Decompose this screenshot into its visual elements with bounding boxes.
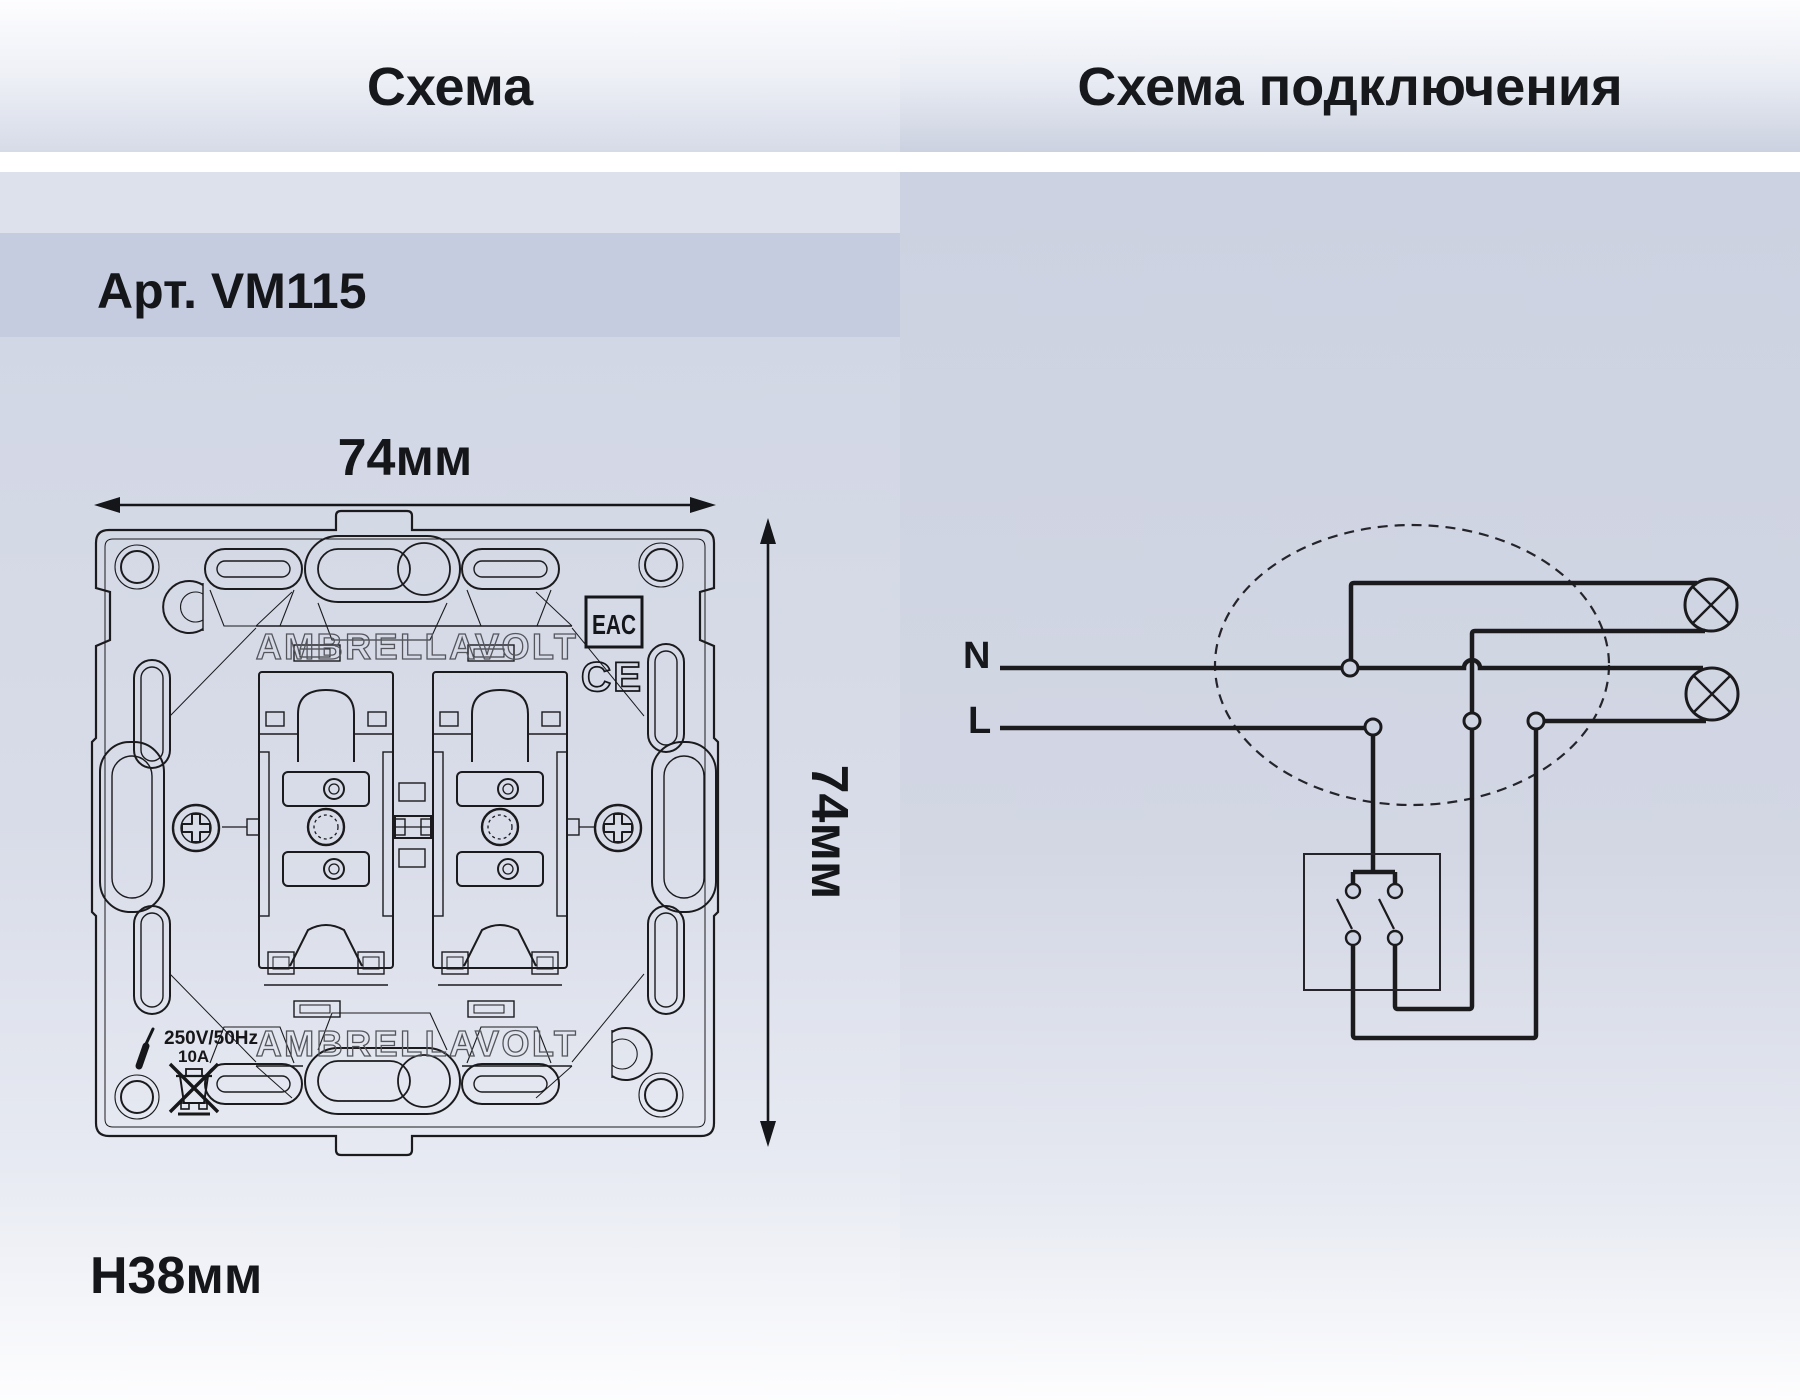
height-dimension-label-rotated: 74мм xyxy=(800,764,858,900)
article-label: Арт. VM115 xyxy=(97,263,367,319)
corner-hole-bottom-left xyxy=(115,1075,159,1119)
slot-bottom-left xyxy=(205,1064,302,1104)
section-title-connection: Схема подключения xyxy=(1077,57,1623,117)
line-wire-label: L xyxy=(968,700,992,742)
corner-hole-top-right xyxy=(639,543,683,587)
clip-icon-bottom-right xyxy=(612,1028,652,1080)
height-dimension-arrow xyxy=(760,518,776,1147)
junction-box-ellipse xyxy=(1215,525,1609,805)
wires xyxy=(1000,583,1706,1038)
slot-bottom-right xyxy=(462,1064,559,1104)
phillips-screw-icon-left xyxy=(173,805,219,851)
brand-engraving-top: AMBRELLAVOLT xyxy=(255,626,579,667)
eac-mark xyxy=(586,597,642,647)
lamp-icon-top xyxy=(1685,579,1737,631)
slot-left-lower xyxy=(134,906,170,1014)
switch-box xyxy=(1304,854,1440,990)
phillips-screw-icon-right xyxy=(595,805,641,851)
claw-right xyxy=(652,742,716,912)
svg-text:EAC: EAC xyxy=(592,609,636,640)
rating-current: 10A xyxy=(178,1047,210,1066)
slot-top-left xyxy=(205,549,302,589)
clip-icon-top-left xyxy=(163,581,203,633)
weee-bin-icon xyxy=(170,1064,218,1114)
center-hub xyxy=(395,783,431,867)
screwdriver-icon xyxy=(139,1029,153,1066)
wiring-diagram xyxy=(963,525,1738,1038)
width-dimension-label: 74мм xyxy=(337,429,473,487)
switch-module-right xyxy=(421,645,579,1017)
switch-blades xyxy=(1337,899,1394,929)
rating-voltage: 250V/50Hz xyxy=(164,1028,259,1049)
height-dimension-label: H38мм xyxy=(90,1247,263,1305)
ce-mark: CE xyxy=(580,653,644,700)
brand-engraving-bottom: AMBRELLAVOLT xyxy=(255,1023,579,1064)
slot-right-upper xyxy=(648,644,684,752)
lamp-icon-bottom xyxy=(1686,668,1738,720)
section-title-scheme: Схема xyxy=(366,57,534,117)
neutral-wire-label: N xyxy=(963,635,991,677)
corner-hole-top-left xyxy=(115,545,159,589)
slot-right-lower xyxy=(648,906,684,1014)
slot-top-center xyxy=(305,536,460,602)
corner-hole-bottom-right xyxy=(639,1073,683,1117)
switch-module-left xyxy=(247,645,405,1017)
mechanism-drawing xyxy=(92,429,858,1155)
slot-top-right xyxy=(462,549,559,589)
slot-left-upper xyxy=(134,660,170,768)
